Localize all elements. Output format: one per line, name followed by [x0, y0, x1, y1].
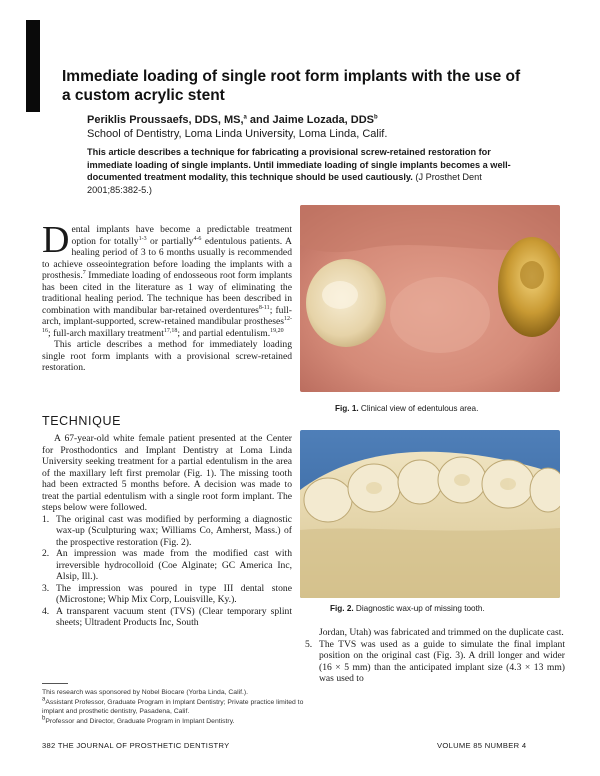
intro-text-d: Immediate loading of endosseous root form implants has been cited in the literature as 1 way of eliminating the traditional healing period. The technique has been described in combination with mandibular bar-retained overdentures [42, 270, 292, 316]
ref-mark: 7 [82, 269, 86, 276]
step-text: The original cast was modified by performing a diagnostic wax-up (Sculpturing wax; Williams Co, Amherst, Mass.) of the prospective restoration (Fig. 2). [56, 513, 292, 548]
intro-text-f: ; full-arch maxillary treatment [48, 327, 164, 339]
citation: (J Prosthet Dent 2001;85:382-5.) [87, 172, 482, 195]
footer-journal: 382 THE JOURNAL OF PROSTHETIC DENTISTRY [42, 741, 230, 750]
step-text: The TVS was used as a guide to simulate the final implant position on the original cast (Fig. 3). A drill longer and wider (16 × 5 mm) than the anticipated implant size (4.3 × 13 mm) was used to [319, 638, 565, 684]
footnote-b [42, 717, 312, 727]
intro-paragraph-1 [42, 219, 292, 339]
footnote-mark: a [42, 696, 46, 703]
technique-section [42, 433, 292, 629]
footnote-a [42, 698, 312, 717]
figure-1-clinical-photo [300, 205, 560, 392]
figure-1-caption [335, 404, 478, 413]
ref-mark: 12-16 [42, 315, 292, 334]
footnote-rule [42, 683, 68, 684]
drop-cap: D [42, 219, 70, 261]
step-text: An impression was made from the modified cast with irreversible hydrocolloid (Coe Alginate; GC America Inc, Alsip, Ill.). [56, 548, 292, 582]
footnote-funding: This research was sponsored by Nobel Biocare (Yorba Linda, Calif.). [42, 689, 249, 696]
intro-text-e: ; full-arch, implant-supported, screw-retained mandibular prostheses [42, 304, 292, 327]
author-2: and Jaime Lozada, DDS [246, 114, 375, 126]
ref-mark: 4-6 [193, 235, 202, 242]
clinical-photo-illustration [300, 205, 560, 392]
step-item [42, 548, 292, 583]
step-item [42, 606, 292, 629]
figure-1-label: Fig. 1. [335, 404, 359, 413]
ref-mark: 8-11 [258, 304, 270, 311]
ref-mark: 17,18 [163, 327, 178, 334]
ref-mark: 1-3 [138, 235, 147, 242]
author-1-affil-mark: a [243, 114, 247, 121]
author-2-affil-mark: b [374, 114, 378, 121]
intro-text-a: ental implants have become a predictable treatment option for totally [71, 224, 292, 247]
intro-section [42, 219, 292, 374]
intro-text-b: or partially [146, 235, 194, 247]
intro-paragraph-2: This article describes a method for immediately loading single root form implants with a provisional screw-retained restoration. [42, 339, 292, 373]
step-number: 2. [42, 548, 50, 559]
step-text: The impression was poured in type III dental stone (Microstone; Whip Mix Corp, Louisville, Ky.). [56, 582, 292, 605]
step-item [305, 639, 565, 685]
step-4-continuation: Jordan, Utah) was fabricated and trimmed on the duplicate cast. [319, 627, 564, 638]
technique-paragraph: A 67-year-old white female patient presented at the Center for Prosthodontics and Implant Dentistry at Loma Linda University seeking treatment for a partial edentulism in the area of the maxillary left first premolar (Fig. 1). The missing tooth had been extracted 5 months before. A decision was made to treat the partial edentulism with a single root form implant. The steps below were followed. [42, 433, 292, 513]
footnote-text: Professor and Director, Graduate Program in Implant Dentistry. [45, 717, 235, 725]
footnotes [42, 688, 312, 726]
author-line [87, 113, 378, 127]
abstract [87, 146, 527, 196]
waxup-photo-illustration [300, 430, 560, 598]
figure-1-caption-text: Clinical view of edentulous area. [358, 404, 479, 413]
right-column-continuation [305, 627, 565, 685]
section-marker-bar [26, 20, 40, 112]
section-heading-technique: TECHNIQUE [42, 414, 122, 428]
footer-volume: VOLUME 85 NUMBER 4 [437, 741, 527, 750]
figure-2-waxup-photo [300, 430, 560, 598]
step-item [42, 583, 292, 606]
figure-2-caption-text: Diagnostic wax-up of missing tooth. [353, 604, 485, 613]
intro-text-c: edentulous patients. A healing period of 3 to 6 months usually is recommended to achieve osseointegration before loading the implants with a prosthesis. [42, 235, 292, 281]
technique-steps [42, 514, 292, 629]
affiliation: School of Dentistry, Loma Linda University, Loma Linda, Calif. [87, 128, 388, 140]
step-number: 1. [42, 513, 50, 525]
author-1: Periklis Proussaefs, DDS, MS, [87, 114, 244, 126]
intro-text-g: ; and partial edentulism. [177, 327, 271, 339]
figure-2-caption [330, 604, 485, 613]
step-number: 5. [305, 638, 313, 650]
step-text: A transparent vacuum stent (TVS) (Clear temporary splint sheets; Ultradent Products Inc, South [56, 605, 292, 628]
step-number: 4. [42, 605, 50, 617]
abstract-text: This article describes a technique for fabricating a provisional screw-retained restoration for immediate loading of single implants. Until immediate loading of single implants becomes a well-documented treatment modality, this technique should be used cautiously. [87, 147, 511, 182]
footnote-mark: b [42, 715, 46, 722]
article-title: Immediate loading of single root form implants with the use of a custom acrylic stent [62, 68, 521, 104]
ref-mark: 19,20 [270, 327, 284, 334]
figure-2-label: Fig. 2. [330, 604, 354, 613]
step-number: 3. [42, 582, 50, 594]
step-item [42, 514, 292, 549]
footnote-text: Assistant Professor, Graduate Program in Implant Dentistry; Private practice limited to implant and prosthetic dentistry, Pasadena, Calif. [42, 698, 304, 715]
technique-steps-continued [305, 639, 565, 685]
